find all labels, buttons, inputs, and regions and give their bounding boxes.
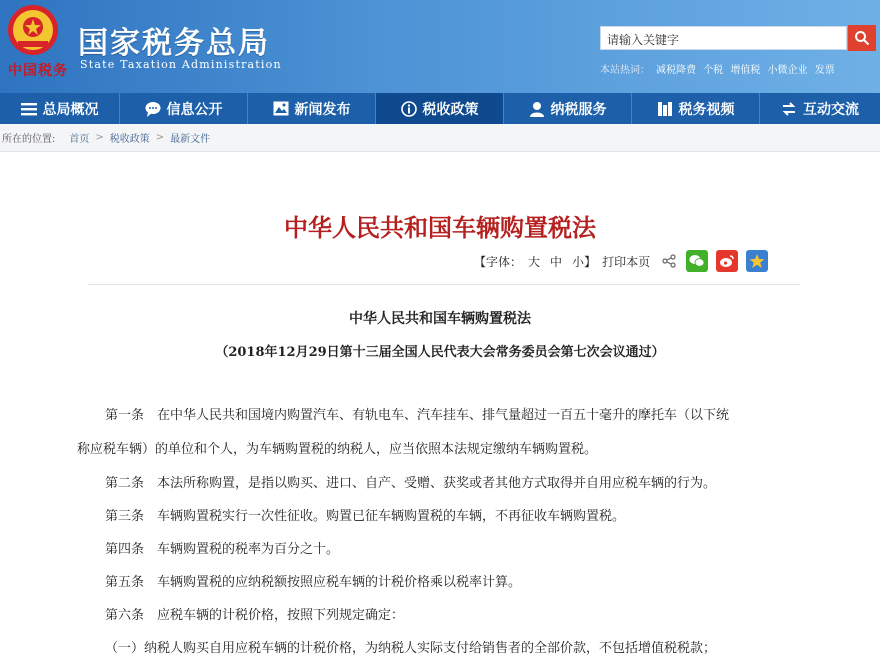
hot-word-link[interactable]: 增值税 [730,65,761,76]
nav-item-video[interactable] [632,93,760,124]
qzone-share-button[interactable] [746,250,768,272]
nav-item-tax-policy[interactable] [376,93,504,124]
article-paragraph: 第五条 车辆购置税的应纳税额按照应税车辆的计税价格乘以税率计算。 [105,575,522,590]
font-size-large[interactable]: 大 [528,254,541,269]
share-icon[interactable] [662,254,676,268]
nav-item-label: 信息公开 [166,101,223,118]
hot-word-link[interactable]: 减税降费 [656,65,696,76]
article-paragraph: 第二条 本法所称购置，是指以购买、进口、自产、受赠、获奖或者其他方式取得并自用应税车辆的行为。 [105,476,717,491]
breadcrumb-tax-policy[interactable]: 税收政策 [109,134,150,145]
nav-item-label: 纳税服务 [550,101,607,118]
document-subtitle: （2018年12月29日第十三届全国人民代表大会常务委员会第七次会议通过） [215,345,665,360]
breadcrumb-home[interactable]: 首页 [69,134,90,145]
tax-emblem-icon[interactable] [6,3,60,57]
search-input[interactable]: 请输入关键字 [600,26,847,50]
emblem-text: 中国税务 [8,63,68,79]
video-icon [657,101,673,117]
title-divider [88,284,800,285]
search-button[interactable] [848,25,876,51]
hot-word-link[interactable]: 个税 [703,65,724,76]
nav-item-label: 税务视频 [678,101,735,118]
image-icon [273,101,289,116]
nav-item-interaction[interactable] [760,93,880,124]
nav-item-services[interactable] [504,93,632,124]
wechat-icon [689,254,705,268]
article-paragraph: 第一条 在中华人民共和国境内购置汽车、有轨电车、汽车挂车、排气量超过一百五十毫升的摩托车（以下统 [105,408,730,423]
chat-icon [145,101,161,117]
print-link[interactable]: 打印本页 [602,254,651,269]
nav-item-info[interactable] [120,93,248,124]
breadcrumb-separator: > [95,132,104,143]
font-size-close: 】 [584,254,597,269]
hot-word-link[interactable]: 小微企业 [767,65,808,76]
article-paragraph: 第四条 车辆购置税的税率为百分之十。 [105,542,340,557]
site-header [0,0,880,93]
info-icon [401,101,417,117]
breadcrumb-latest-files[interactable]: 最新文件 [170,134,211,145]
site-subtitle: State Taxation Administration [80,58,282,71]
search-icon [854,30,870,46]
breadcrumb-prefix: 所在的位置: [2,134,56,145]
document-title: 中华人民共和国车辆购置税法 [349,311,531,327]
nav-item-overview[interactable] [0,93,120,124]
article-paragraph: 第六条 应税车辆的计税价格，按照下列规定确定： [105,608,405,623]
hot-words-label: 本站热词： [600,65,650,76]
article-toolbar [474,250,650,272]
hot-words [656,61,839,76]
page-title: 中华人民共和国车辆购置税法 [284,214,596,242]
star-icon [749,253,765,269]
nav-item-label: 总局概况 [42,101,99,118]
article-paragraph: 称应税车辆）的单位和个人，为车辆购置税的纳税人，应当依照本法规定缴纳车辆购置税。 [77,442,598,457]
site-title[interactable]: 国家税务总局 [78,26,270,61]
font-size-medium[interactable]: 中 [550,254,563,269]
weibo-icon [719,254,735,268]
nav-item-label: 新闻发布 [294,101,351,118]
hot-word-link[interactable]: 发票 [814,65,835,76]
main-nav [0,93,880,124]
user-icon [529,101,545,117]
menu-icon [21,102,37,116]
font-size-label: 【字体： [474,254,523,269]
article-paragraph: （一）纳税人购买自用应税车辆的计税价格，为纳税人实际支付给销售者的全部价款，不包括增值税税款； [105,641,717,656]
exchange-icon [781,101,797,117]
wechat-share-button[interactable] [686,250,708,272]
font-size-small[interactable]: 小 [572,254,585,269]
breadcrumb-separator: > [155,132,165,143]
weibo-share-button[interactable] [716,250,738,272]
breadcrumb [0,124,880,152]
nav-item-label: 互动交流 [803,101,859,118]
nav-item-news[interactable] [248,93,376,124]
nav-item-label: 税收政策 [422,101,479,118]
article-paragraph: 第三条 车辆购置税实行一次性征收。购置已征车辆购置税的车辆，不再征收车辆购置税。 [105,509,626,524]
